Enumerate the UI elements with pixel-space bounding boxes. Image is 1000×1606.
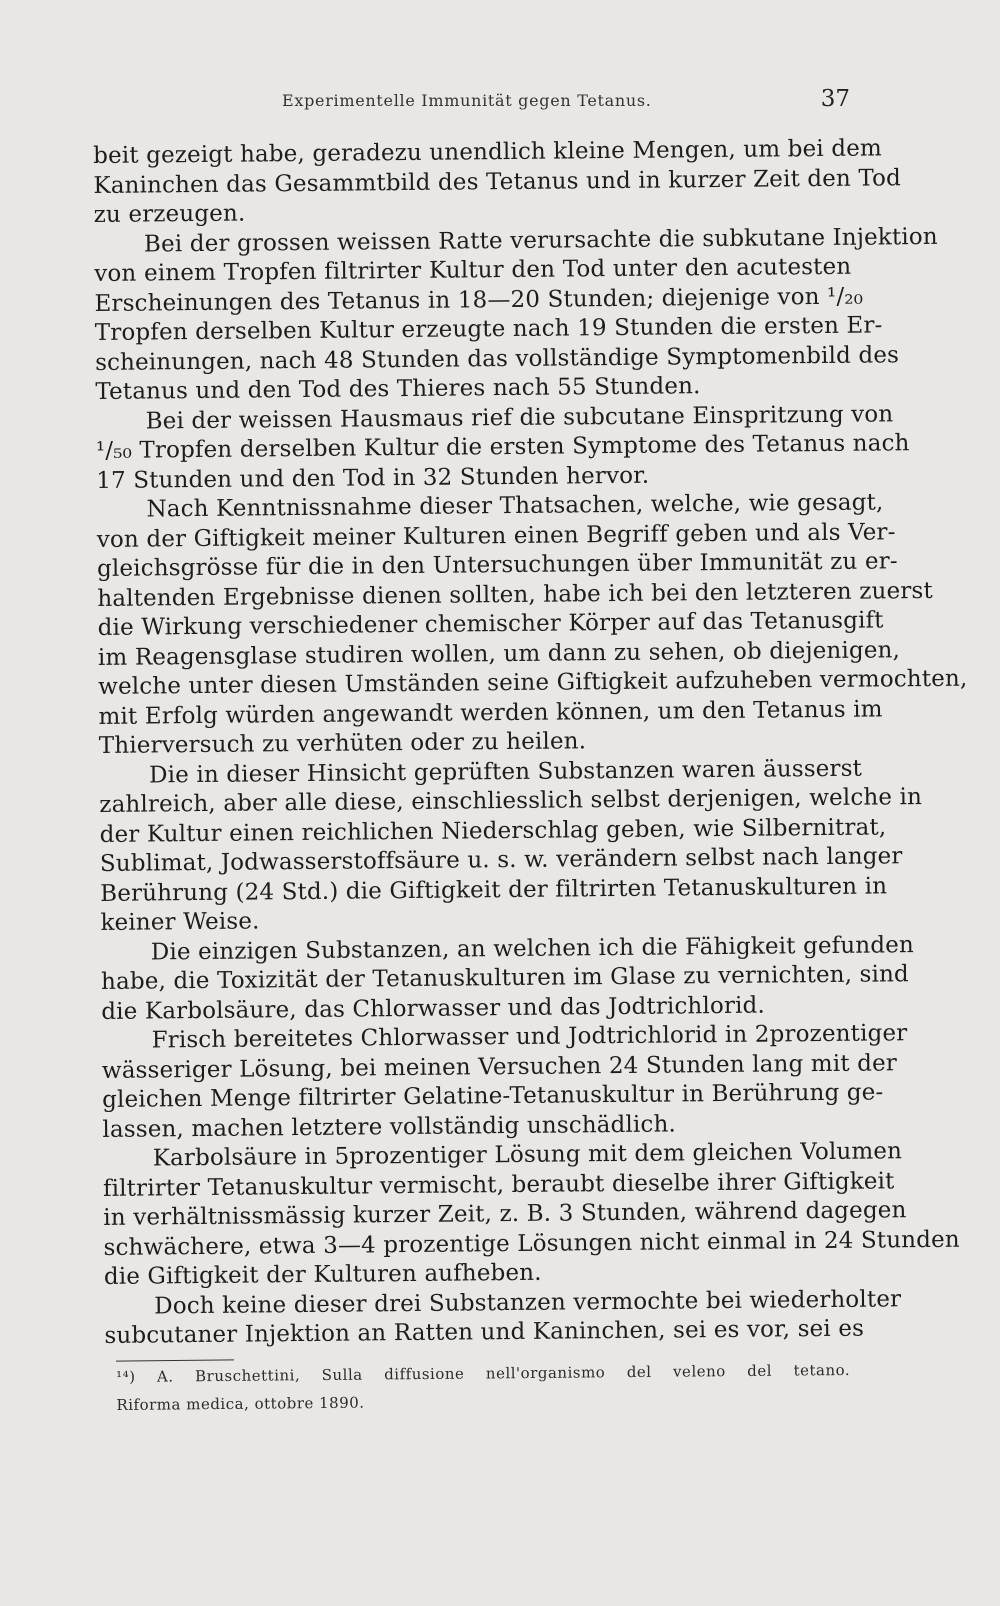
text-line: gleichen Menge filtrirter Gelatine-Tetanuskultur in Berührung ge-	[102, 1079, 884, 1113]
text-line: 17 Stunden und den Tod in 32 Stunden hervor.	[96, 462, 650, 494]
body-text	[93, 135, 968, 1352]
text-line: filtrirter Tetanuskultur vermischt, beraubt dieselbe ihrer Giftigkeit	[102, 1167, 895, 1202]
text-line: keiner Weise.	[100, 908, 260, 936]
running-head: Experimentelle Immunität gegen Tetanus.	[282, 91, 652, 110]
text-line: habe, die Toxizität der Tetanuskulturen im Glase zu vernichten, sind	[100, 961, 909, 995]
text-line: Die einzigen Substanzen, an welchen ich die Fähigkeit gefunden	[150, 931, 914, 965]
text-line: subcutaner Injektion an Ratten und Kaninchen, sei es vor, sei es	[104, 1315, 865, 1349]
text-line: Kaninchen das Gesammtbild des Tetanus und in kurzer Zeit den Tod	[93, 164, 902, 199]
text-line: Die in dieser Hinsicht geprüften Substanzen waren äusserst	[148, 755, 863, 788]
text-line: Berührung (24 Std.) die Giftigkeit der filtrirten Tetanuskulturen in	[100, 872, 888, 907]
text-line: Bei der grossen weissen Ratte verursachte die subkutane Injektion	[143, 223, 938, 258]
text-line: zahlreich, aber alle diese, einschliesslich selbst derjenigen, welche in	[99, 784, 923, 818]
text-line: Erscheinungen des Tetanus in 18—20 Stunden; diejenige von ¹/₂₀	[94, 283, 864, 317]
footnotes	[116, 1356, 851, 1419]
text-line: die Giftigkeit der Kulturen aufheben.	[103, 1259, 542, 1290]
text-line: die Wirkung verschiedener chemischer Körper auf das Tetanusgift	[97, 607, 884, 641]
text-line: Doch keine dieser drei Substanzen vermochte bei wiederholter	[154, 1285, 902, 1319]
footnote-line: ¹⁴) A. Bruschettini, Sulla diffusione nell'organismo del veleno del tetano.	[116, 1360, 851, 1386]
text-line: Bei der weissen Hausmaus rief die subcutane Einspritzung von	[145, 400, 894, 435]
text-line: scheinungen, nach 48 Stunden das vollständige Symptomenbild des	[94, 341, 900, 376]
text-line: Tetanus und den Tod des Thieres nach 55 Stunden.	[95, 373, 701, 405]
text-line: beit gezeigt habe, geradezu unendlich kleine Mengen, um bei dem	[93, 135, 883, 169]
text-line: der Kultur einen reichlichen Niederschlag geben, wie Silbernitrat,	[99, 813, 887, 848]
text-line: von einem Tropfen filtrirter Kultur den Tod unter den acutesten	[94, 253, 852, 287]
text-line: Nach Kenntnissnahme dieser Thatsachen, welche, wie gesagt,	[146, 489, 884, 523]
text-line: schwächere, etwa 3—4 prozentige Lösungen nicht einmal in 24 Stunden	[103, 1226, 960, 1261]
text-line: im Reagensglase studiren wollen, um dann zu sehen, ob diejenigen,	[97, 636, 901, 671]
text-line: mit Erfolg würden angewandt werden können, um den Tetanus im	[98, 695, 883, 730]
text-line: Thierversuch zu verhüten oder zu heilen.	[98, 728, 587, 759]
text-line: Tropfen derselben Kultur erzeugte nach 19 Stunden die ersten Er-	[94, 312, 883, 346]
text-line: lassen, machen letztere vollständig unschädlich.	[102, 1110, 677, 1143]
text-line: Karbolsäure in 5prozentiger Lösung mit dem gleichen Volumen	[152, 1138, 903, 1172]
text-line: welche unter diesen Umständen seine Giftigkeit aufzuheben vermochten,	[98, 665, 968, 700]
text-line: wässeriger Lösung, bei meinen Versuchen 24 Stunden lang mit der	[101, 1049, 898, 1084]
text-line: gleichsgrösse für die in den Untersuchungen über Immunität zu er-	[96, 548, 898, 582]
text-line: in verhältnissmässig kurzer Zeit, z. B. 3 Stunden, während dagegen	[103, 1197, 907, 1231]
text-line: zu erzeugen.	[93, 200, 246, 228]
footnote-line: Riforma medica, ottobre 1890.	[116, 1393, 365, 1414]
page-header	[282, 86, 850, 115]
text-line: haltenden Ergebnisse dienen sollten, habe ich bei den letzteren zuerst	[97, 577, 933, 612]
text-line: die Karbolsäure, das Chlorwasser und das Jodtrichlorid.	[101, 992, 766, 1025]
text-line: ¹/₅₀ Tropfen derselben Kultur die ersten Symptome des Tetanus nach	[95, 430, 910, 464]
text-line: Sublimat, Jodwasserstoffsäure u. s. w. verändern selbst nach langer	[99, 843, 903, 877]
text-line: von der Giftigkeit meiner Kulturen einen Begriff geben und als Ver-	[96, 518, 896, 553]
page-number: 37	[820, 86, 850, 112]
text-line: Frisch bereitetes Chlorwasser und Jodtrichlorid in 2prozentiger	[151, 1020, 908, 1054]
